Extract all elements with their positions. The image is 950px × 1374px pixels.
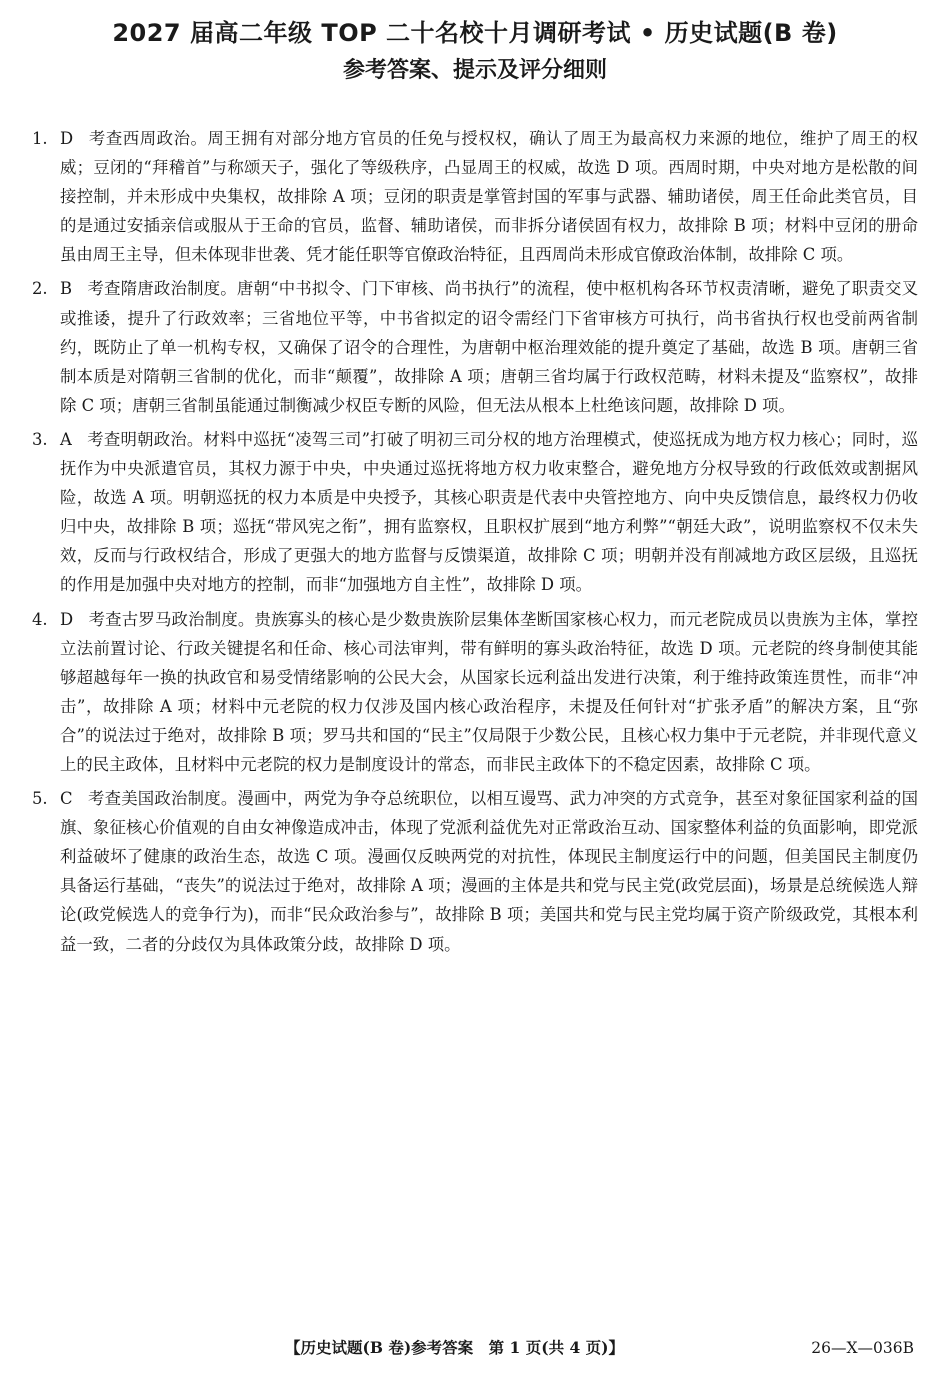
- question-answer: A: [60, 429, 72, 449]
- question-explanation: 考查明朝政治。材料中巡抚“凌驾三司”打破了明初三司分权的地方治理模式，使巡抚成为地方权力核心；同时，巡抚作为中央派遣官员，其权力源于中央，中央通过巡抚将地方权力收束整合，避免地方分权导致的行政低效或割据风险，故选 A 项。明朝巡抚的权力本质是中央授予，其核心职责是代表中央管控地方、向中央反馈信息，最终权力仍收归中央，故排除 B 项；巡抚“带风宪之衔”，拥有监察权，且职权扩展到“地方利弊”“朝廷大政”，说明监察权不仅未失效，反而与行政权结合，形成了更强大的地方监督与反馈渠道，故排除 C 项；明朝并没有削减地方政区层级，且巡抚的作用是加强中央对地方的控制，而非“加强地方自主性”，故排除 D 项。: [60, 429, 918, 595]
- question-item-4: [32, 605, 918, 780]
- question-explanation: 考查隋唐政治制度。唐朝“中书拟令、门下审核、尚书执行”的流程，使中枢机构各环节权责清晰，避免了职责交叉或推诿，提升了行政效率；三省地位平等，中书省拟定的诏令需经门下省审核方可执行，尚书省执行权也受前两省制约，既防止了单一机构专权，又确保了诏令的合理性，为唐朝中枢治理效能的提升奠定了基础，故选 B 项。唐朝三省制本质是对隋朝三省制的优化，而非“颠覆”，故排除 A 项；唐朝三省均属于行政权范畴，材料未提及“监察权”，故排除 C 项；唐朝三省制虽能通过制衡减少权臣专断的风险，但无法从根本上杜绝该问题，故排除 D 项。: [60, 279, 918, 415]
- question-item-1: [32, 124, 918, 269]
- question-number: 3.: [32, 429, 48, 449]
- question-explanation: 考查西周政治。周王拥有对部分地方官员的任免与授权权，确认了周王为最高权力来源的地位，维护了周王的权威；豆闭的“拜稽首”与称颂天子，强化了等级秩序，凸显周王的权威，故选 D 项。西周时期，中央对地方是松散的间接控制，并未形成中央集权，故排除 A 项；豆闭的职责是掌管封国的军事与武器、辅助诸侯，周王任命此类官员，目的是通过安插亲信或服从于王命的官员，监督、辅助诸侯，而非拆分诸侯固有权力，故排除 B 项；材料中豆闭的册命虽由周王主导，但未体现非世袭、凭才能任职等官僚政治特征，且西周尚未形成官僚政治体制，故排除 C 项。: [60, 129, 919, 265]
- question-number: 5.: [32, 789, 48, 809]
- question-answer: B: [60, 279, 73, 299]
- question-item-3: [32, 425, 918, 600]
- footer-paper-code: 26—X—036B: [811, 1339, 914, 1357]
- question-list: [32, 124, 918, 959]
- question-item-5: [32, 784, 918, 959]
- question-number: 4.: [32, 609, 48, 629]
- page-title: 2027 届高二年级 TOP 二十名校十月调研考试 • 历史试题(B 卷): [112, 19, 838, 47]
- footer-page-label: 【历史试题(B 卷)参考答案 第 1 页(共 4 页)】: [285, 1338, 624, 1357]
- question-answer: C: [60, 789, 73, 809]
- page-footer: [0, 1334, 950, 1362]
- question-explanation: 考查古罗马政治制度。贵族寡头的核心是少数贵族阶层集体垄断国家核心权力，而元老院成员以贵族为主体，掌控立法前置讨论、行政关键提名和任命、核心司法审判，带有鲜明的寡头政治特征，故选 D 项。元老院的终身制使其能够超越每年一换的执政官和易受情绪影响的公民大会，从国家长远利益出发进行决策，利于维持政策连贯性，而非“冲击”，故排除 A 项；材料中元老院的权力仅涉及国内核心政治程序，未提及任何针对“扩张矛盾”的解决方案，且“弥合”的说法过于绝对，故排除 B 项；罗马共和国的“民主”仅局限于少数公民，且核心权力集中于元老院，并非现代意义上的民主政体，且材料中元老院的权力是制度设计的常态，而非民主政体下的不稳定因素，故排除 C 项。: [60, 609, 918, 774]
- question-number: 2.: [32, 279, 48, 299]
- question-explanation: 考查美国政治制度。漫画中，两党为争夺总统职位，以相互谩骂、武力冲突的方式竞争，甚至对象征国家利益的国旗、象征核心价值观的自由女神像造成冲击，体现了党派利益优先对正常政治互动、国家整体利益的负面影响，即党派利益破坏了健康的政治生态，故选 C 项。漫画仅反映两党的对抗性，体现民主制度运行中的问题，但美国民主制度仍具备运行基础，“丧失”的说法过于绝对，故排除 A 项；漫画的主体是共和党与民主党(政党层面)，场景是总统候选人辩论(政党候选人的竞争行为)，而非“民众政治参与”，故排除 B 项；美国共和党与民主党均属于资产阶级政党，其根本利益一致，二者的分歧仅为具体政策分歧，故排除 D 项。: [60, 789, 919, 954]
- question-number: 1.: [32, 129, 48, 148]
- page-subtitle: 参考答案、提示及评分细则: [342, 58, 607, 83]
- question-answer: D: [60, 129, 74, 148]
- question-answer: D: [60, 609, 74, 629]
- question-item-2: [32, 274, 918, 419]
